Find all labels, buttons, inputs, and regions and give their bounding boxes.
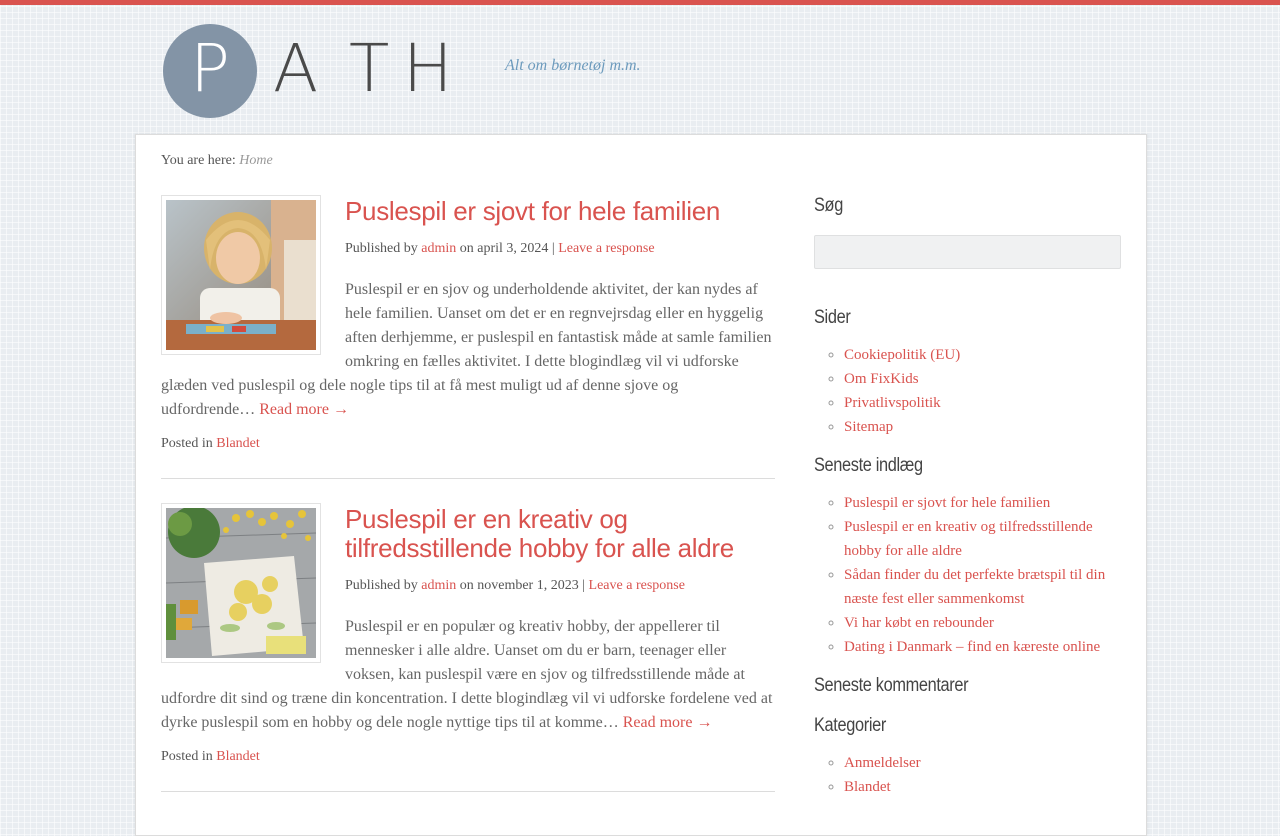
recent-post-link[interactable]: Dating i Danmark – find en kæreste online xyxy=(844,639,1101,655)
author-link[interactable]: admin xyxy=(421,241,457,256)
author-link[interactable]: admin xyxy=(421,578,457,593)
category-link-blandet[interactable]: Blandet xyxy=(844,779,891,795)
post-entry xyxy=(161,195,775,479)
page-link-cookiepolitik[interactable]: Cookiepolitik (EU) xyxy=(844,347,961,363)
category-link[interactable]: Blandet xyxy=(216,436,260,451)
category-link[interactable]: Blandet xyxy=(216,749,260,764)
post-list xyxy=(161,195,775,816)
recent-post-link[interactable]: Vi har købt en rebounder xyxy=(844,615,994,631)
list-item xyxy=(844,635,1121,659)
posted-in-label: Posted in xyxy=(161,749,213,764)
meta-date: on november 1, 2023 | xyxy=(459,578,586,593)
breadcrumb-current: Home xyxy=(239,153,273,168)
meta-published-by: Published by xyxy=(345,241,418,256)
meta-published-by: Published by xyxy=(345,578,418,593)
list-item xyxy=(844,515,1121,563)
recent-post-link[interactable]: Puslespil er en kreativ og tilfredsstillende hobby for alle aldre xyxy=(844,519,1093,559)
pages-widget xyxy=(814,307,1121,439)
recent-posts-list xyxy=(814,491,1121,659)
post-thumbnail[interactable] xyxy=(161,195,321,355)
excerpt-text: Puslespil er en populær og kreativ hobby, der appellerer til mennesker i alle aldre. Uanset om du er barn, teenager eller voksen, kan puslespil være en sjov og tilfredsstillende måde at udfordre dit sind og træne din koncentration. I dette blogindlæg vil vi udforske fordelene ved at dyrke puslespil som en hobby og dele nogle nyttige tips til at komme… xyxy=(161,618,773,731)
search-input[interactable] xyxy=(814,235,1121,269)
categories-list xyxy=(814,751,1121,799)
category-link-anmeldelser[interactable]: Anmeldelser xyxy=(844,755,921,771)
logo-letter-h: H xyxy=(403,30,453,107)
watercolor-flowers-image xyxy=(166,508,316,658)
list-item xyxy=(844,563,1121,611)
read-more-link[interactable]: Read more → xyxy=(259,401,349,418)
recent-post-link[interactable]: Sådan finder du det perfekte brætspil til din næste fest eller sammenkomst xyxy=(844,567,1106,607)
list-item xyxy=(844,751,1121,775)
meta-date: on april 3, 2024 | xyxy=(459,241,555,256)
recent-comments-widget xyxy=(814,675,1121,697)
list-item xyxy=(844,367,1121,391)
top-accent-bar xyxy=(0,0,1280,5)
list-item xyxy=(844,611,1121,635)
breadcrumb-prefix: You are here: xyxy=(161,153,236,168)
read-more-link[interactable]: Read more → xyxy=(622,714,713,731)
categories-widget xyxy=(814,715,1121,799)
comments-link[interactable]: Leave a response xyxy=(588,578,685,593)
excerpt-text: Puslespil er en sjov og underholdende aktivitet, der kan nydes af hele familien. Uanset om det er en regnvejrsdag eller en hyggelig aften derhjemme, er puslespil en fantastisk måde at samle familien omkring en fælles aktivitet. I dette blogindlæg vil vi udforske glæden ved puslespil og dele nogle tips til at få mest muligt ud af denne sjove og udfordrende… xyxy=(161,281,772,418)
search-widget xyxy=(814,195,1121,269)
logo-letter-a: A xyxy=(273,30,319,107)
list-item xyxy=(844,491,1121,515)
list-item xyxy=(844,415,1121,439)
post-title-link[interactable]: Puslespil er en kreativ og tilfredsstillende hobby for alle aldre xyxy=(345,504,734,563)
site-logo[interactable] xyxy=(163,24,453,118)
posted-in-label: Posted in xyxy=(161,436,213,451)
recent-comments-widget-title: Seneste kommentarer xyxy=(814,675,969,696)
post-entry xyxy=(161,503,775,792)
site-tagline: Alt om børnetøj m.m. xyxy=(505,57,641,74)
page-link-sitemap[interactable]: Sitemap xyxy=(844,419,894,435)
logo-letter-p: P xyxy=(190,30,230,107)
pages-widget-title: Sider xyxy=(814,307,851,328)
post-title-link[interactable]: Puslespil er sjovt for hele familien xyxy=(345,196,721,226)
search-widget-title: Søg xyxy=(814,195,843,216)
breadcrumb xyxy=(161,153,273,169)
comments-link[interactable]: Leave a response xyxy=(558,241,655,256)
page-link-privatlivspolitik[interactable]: Privatlivspolitik xyxy=(844,395,941,411)
list-item xyxy=(844,775,1121,799)
list-item xyxy=(844,391,1121,415)
post-thumbnail[interactable] xyxy=(161,503,321,663)
recent-posts-widget-title: Seneste indlæg xyxy=(814,455,923,476)
pages-list xyxy=(814,343,1121,439)
list-item xyxy=(844,343,1121,367)
post-category-line xyxy=(161,422,775,478)
sidebar xyxy=(814,195,1121,799)
logo-letter-t: T xyxy=(349,30,390,107)
recent-post-link[interactable]: Puslespil er sjovt for hele familien xyxy=(844,495,1051,511)
post-category-line xyxy=(161,735,775,791)
recent-posts-widget xyxy=(814,455,1121,659)
page-link-om-fixkids[interactable]: Om FixKids xyxy=(844,371,919,387)
girl-doing-puzzle-image xyxy=(166,200,316,350)
categories-widget-title: Kategorier xyxy=(814,715,886,736)
main-panel xyxy=(135,134,1147,836)
